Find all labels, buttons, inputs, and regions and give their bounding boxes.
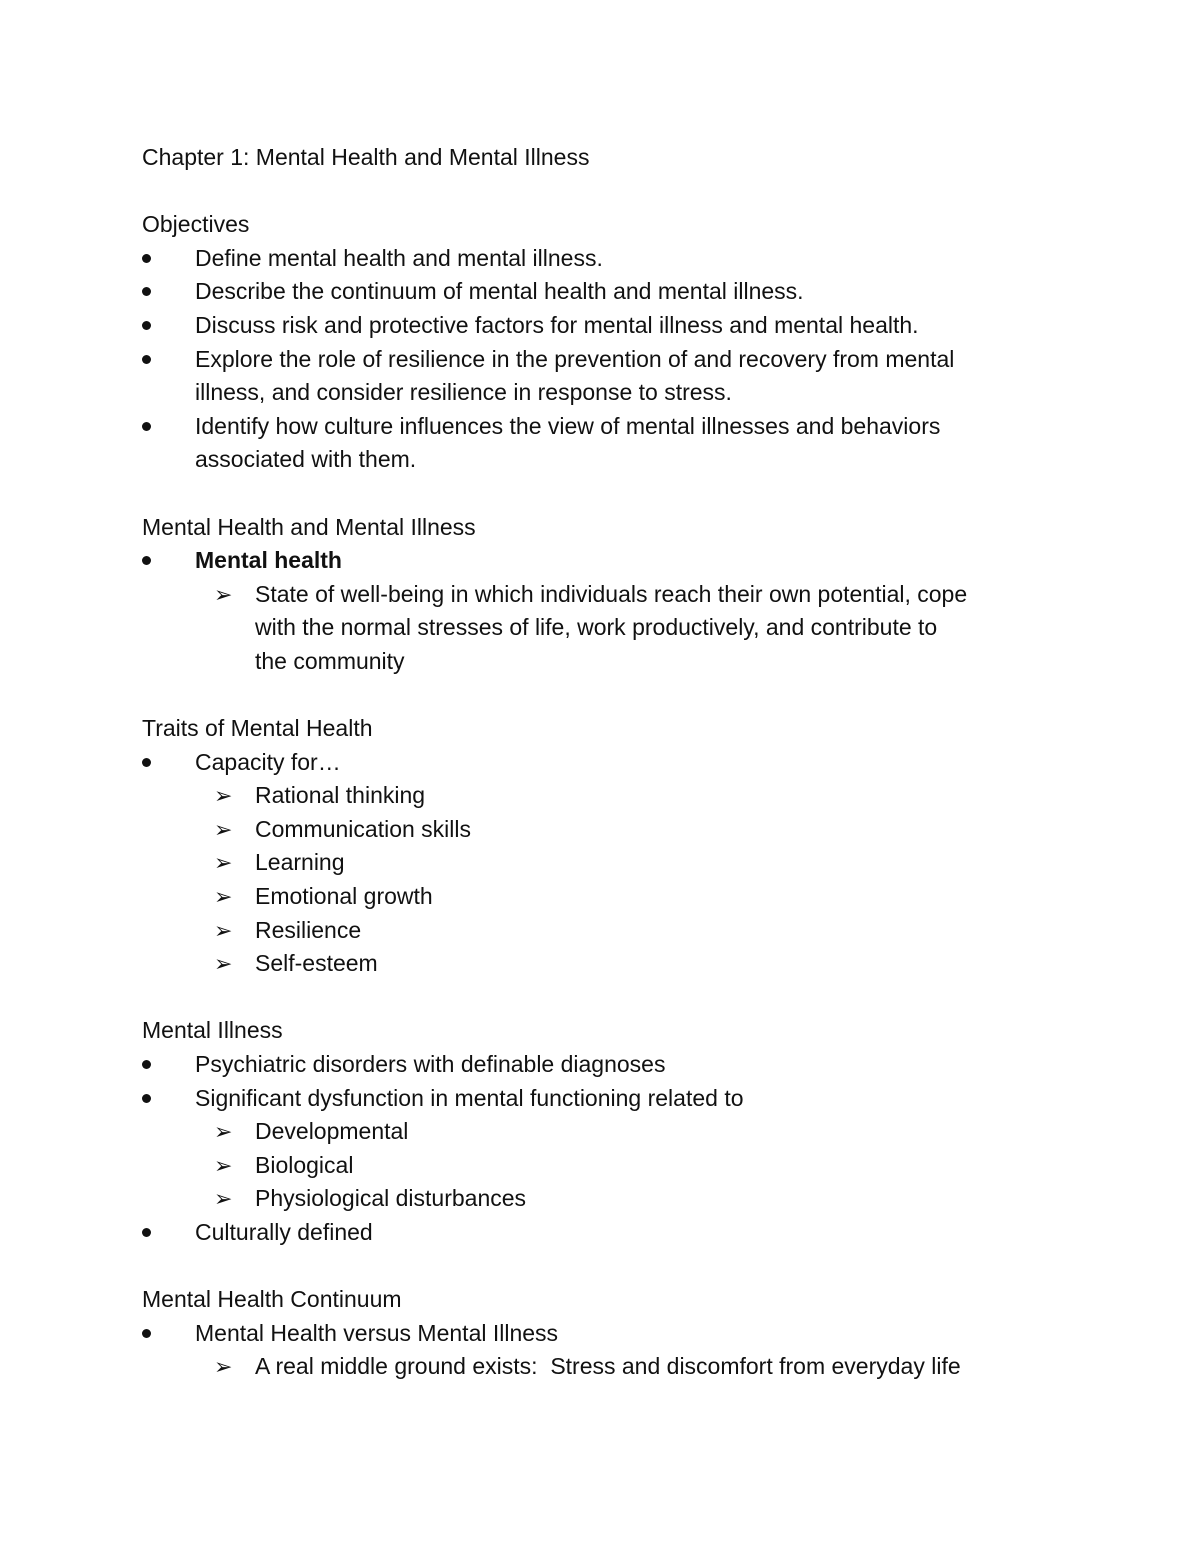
bullet-icon: [142, 1228, 151, 1237]
list-item-text: Mental health: [195, 547, 342, 574]
list-item: [142, 1317, 1062, 1351]
bullet-icon: [142, 287, 151, 296]
list-item-text: Identify how culture influences the view of mental illnesses and behaviors: [195, 412, 941, 439]
sub-list-item: [142, 947, 1062, 981]
sub-list-item-text: State of well-being in which individuals reach their own potential, cope: [255, 580, 968, 607]
arrow-bullet-icon: ➢: [214, 850, 233, 876]
list-item: [142, 1082, 1062, 1116]
arrow-bullet-icon: ➢: [214, 1152, 233, 1178]
spacer: [142, 1250, 1062, 1284]
sub-list-item-text: Rational thinking: [255, 782, 426, 809]
sub-list-item-text: Self-esteem: [255, 950, 378, 977]
list-item: [142, 410, 1062, 444]
list-item-text: Describe the continuum of mental health and mental illness.: [195, 278, 804, 305]
section-heading: Mental Illness: [142, 1017, 283, 1044]
section-heading: Traits of Mental Health: [142, 715, 373, 742]
bullet-icon: [142, 1094, 151, 1103]
arrow-bullet-icon: ➢: [214, 917, 233, 943]
list-item-text: Culturally defined: [195, 1219, 373, 1245]
sub-list-item-text: Resilience: [255, 916, 362, 943]
bullet-icon: [142, 556, 151, 565]
arrow-bullet-icon: ➢: [214, 1186, 233, 1212]
sub-list-item-text: the community: [255, 647, 405, 674]
bullet-icon: [142, 254, 151, 263]
list-item-text: Significant dysfunction in mental functioning related to: [195, 1084, 744, 1111]
sub-list-item-text: Biological: [255, 1151, 354, 1178]
sub-list-item: [142, 813, 1062, 847]
list-item-text: Discuss risk and protective factors for mental illness and mental health.: [195, 311, 919, 338]
list-item: [142, 1048, 1062, 1082]
arrow-bullet-icon: ➢: [214, 884, 233, 910]
arrow-bullet-icon: ➢: [214, 783, 233, 809]
section-heading: Mental Health and Mental Illness: [142, 513, 476, 540]
sub-list-item: [142, 779, 1062, 813]
list-item-continuation: [142, 376, 1062, 410]
sub-list-item: [142, 914, 1062, 948]
sub-list-item-text: A real middle ground exists: Stress and discomfort from everyday life: [255, 1353, 961, 1380]
arrow-bullet-icon: ➢: [214, 951, 233, 977]
arrow-bullet-icon: ➢: [214, 1354, 233, 1380]
chapter-title: Chapter 1: Mental Health and Mental Illness: [142, 144, 590, 170]
sub-list-item-text: Learning: [255, 849, 345, 876]
list-item: [142, 309, 1062, 343]
arrow-bullet-icon: ➢: [214, 581, 233, 607]
sub-list-item-text: Communication skills: [255, 815, 472, 842]
spacer: [142, 679, 1062, 713]
list-item: [142, 746, 1062, 780]
sub-list-item: [142, 846, 1062, 880]
spacer: [142, 175, 1062, 209]
sub-list-item-text: Physiological disturbances: [255, 1185, 527, 1212]
list-item-text: Capacity for…: [195, 748, 341, 775]
arrow-bullet-icon: ➢: [214, 816, 233, 842]
list-item-text: Psychiatric disorders with definable diagnoses: [195, 1051, 666, 1078]
list-item-continuation: [142, 443, 1062, 477]
sub-list-item-continuation: [142, 645, 1062, 679]
list-item-text: associated with them.: [195, 446, 417, 473]
bullet-icon: [142, 355, 151, 364]
list-item: [142, 242, 1062, 276]
bullet-icon: [142, 422, 151, 431]
objectives-heading: Objectives: [142, 211, 250, 238]
sub-list-item: [142, 578, 1062, 612]
spacer: [142, 477, 1062, 511]
section-heading: Mental Health Continuum: [142, 1286, 402, 1313]
sub-list-item: [142, 1149, 1062, 1183]
sub-list-item-text: with the normal stresses of life, work productively, and contribute to: [255, 614, 938, 641]
list-item-text: Explore the role of resilience in the prevention of and recovery from mental: [195, 345, 955, 372]
bullet-icon: [142, 1060, 151, 1069]
list-item: [142, 1216, 1062, 1250]
sub-list-item-continuation: [142, 611, 1062, 645]
list-item: [142, 275, 1062, 309]
sub-list-item: [142, 1350, 1062, 1384]
sub-list-item-text: Developmental: [255, 1118, 409, 1145]
bullet-icon: [142, 1329, 151, 1338]
list-item: [142, 343, 1062, 377]
sub-list-item-text: Emotional growth: [255, 883, 433, 910]
list-item-text: illness, and consider resilience in response to stress.: [195, 379, 732, 406]
sub-list-item: [142, 1182, 1062, 1216]
bullet-icon: [142, 321, 151, 330]
list-item: [142, 544, 1062, 578]
spacer: [142, 981, 1062, 1015]
sub-list-item: [142, 880, 1062, 914]
sub-list-item: [142, 1115, 1062, 1149]
bullet-icon: [142, 758, 151, 767]
arrow-bullet-icon: ➢: [214, 1119, 233, 1145]
list-item-text: Mental Health versus Mental Illness: [195, 1319, 559, 1346]
list-item-text: Define mental health and mental illness.: [195, 244, 603, 271]
document-page: [142, 141, 1062, 1384]
